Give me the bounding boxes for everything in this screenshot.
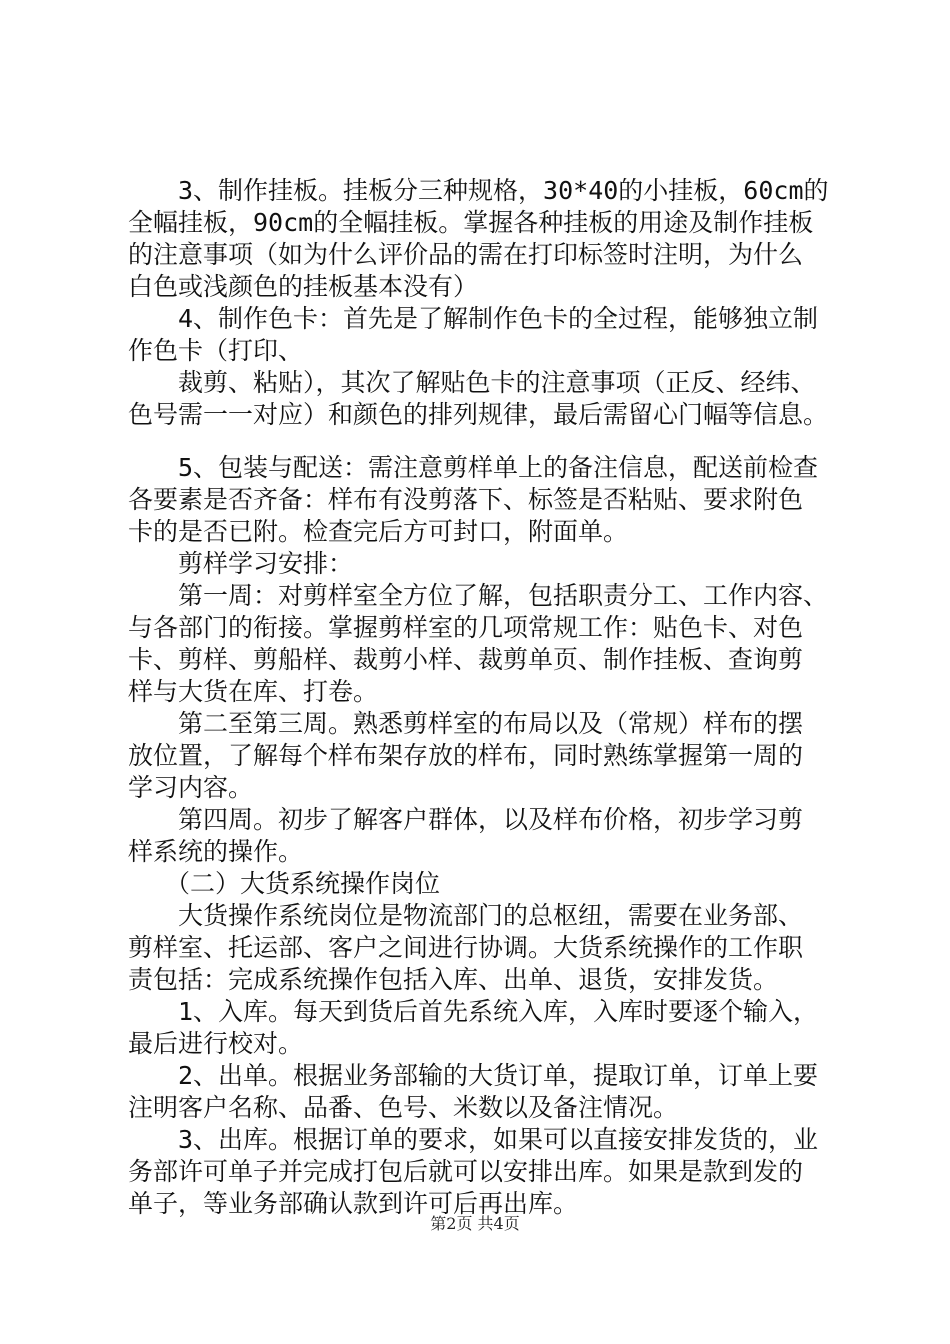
text-line: 剪样室、托运部、客户之间进行协调。大货系统操作的工作职: [128, 933, 804, 962]
text-line: 第一周：对剪样室全方位了解，包括职责分工、工作内容、: [178, 581, 829, 610]
text-line: 样与大货在库、打卷。: [128, 677, 379, 706]
text-line: 色号需一一对应）和颜色的排列规律，最后需留心门幅等信息。: [128, 400, 829, 429]
text-line: 2、出单。根据业务部输的大货订单，提取订单，订单上要: [178, 1061, 819, 1090]
text-line: 与各部门的衔接。掌握剪样室的几项常规工作：贴色卡、对色: [128, 613, 804, 642]
text-line: 责包括：完成系统操作包括入库、出单、退货，安排发货。: [128, 965, 779, 994]
text-line: 卡的是否已附。检查完后方可封口，附面单。: [128, 517, 629, 546]
text-line: 白色或浅颜色的挂板基本没有）: [128, 272, 479, 301]
text-line: 4、制作色卡：首先是了解制作色卡的全过程，能够独立制: [178, 304, 819, 333]
text-line: 学习内容。: [128, 773, 254, 802]
text-line: 3、出库。根据订单的要求，如果可以直接安排发货的，业: [178, 1125, 819, 1154]
text-line: 1、入库。每天到货后首先系统入库，入库时要逐个输入，: [178, 997, 819, 1026]
text-line: 放位置，了解每个样布架存放的样布，同时熟练掌握第一周的: [128, 741, 804, 770]
text-line: 作色卡（打印、: [128, 336, 304, 365]
section-heading: （二）大货系统操作岗位: [165, 869, 441, 898]
text-line: 5、包装与配送：需注意剪样单上的备注信息，配送前检查: [178, 453, 819, 482]
text-line: 全幅挂板，90cm的全幅挂板。掌握各种挂板的用途及制作挂板: [128, 208, 814, 237]
text-line: 的注意事项（如为什么评价品的需在打印标签时注明，为什么: [128, 240, 804, 269]
text-line: 样系统的操作。: [128, 837, 304, 866]
text-line: 第二至第三周。熟悉剪样室的布局以及（常规）样布的摆: [178, 709, 804, 738]
text-line: 第四周。初步了解客户群体，以及样布价格，初步学习剪: [178, 805, 804, 834]
text-line: 大货操作系统岗位是物流部门的总枢纽，需要在业务部、: [178, 901, 804, 930]
section-heading: 剪样学习安排：: [178, 549, 354, 578]
text-line: 裁剪、粘贴），其次了解贴色卡的注意事项（正反、经纬、: [178, 368, 816, 397]
page-number-footer: 第2页 共4页: [430, 1214, 520, 1233]
text-line: 3、制作挂板。挂板分三种规格，30*40的小挂板，60cm的: [178, 176, 829, 205]
text-line: 单子，等业务部确认款到许可后再出库。: [128, 1189, 579, 1218]
text-line: 务部许可单子并完成打包后就可以安排出库。如果是款到发的: [128, 1157, 804, 1186]
text-line: 最后进行校对。: [128, 1029, 304, 1058]
text-line: 各要素是否齐备：样布有没剪落下、标签是否粘贴、要求附色: [128, 485, 804, 514]
text-line: 注明客户名称、品番、色号、米数以及备注情况。: [128, 1093, 679, 1122]
text-line: 卡、剪样、剪船样、裁剪小样、裁剪单页、制作挂板、查询剪: [128, 645, 804, 674]
